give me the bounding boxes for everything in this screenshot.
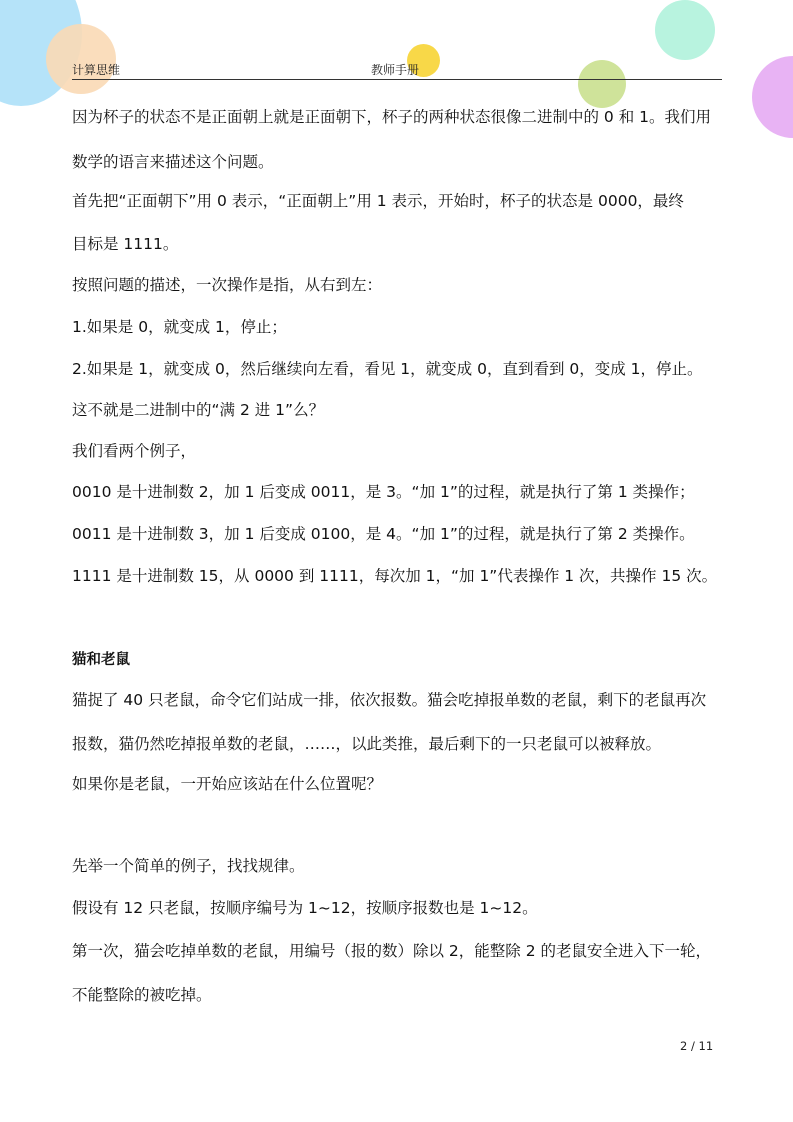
- body-line: 如果你是老鼠，一开始应该站在什么位置呢？: [72, 775, 383, 793]
- decor-circle-peach: [46, 24, 116, 94]
- body-line: 首先把“正面朝下”用 0 表示，“正面朝上”用 1 表示，开始时，杯子的状态是 0000，最终: [72, 192, 684, 210]
- header-divider: [72, 79, 722, 80]
- header-doc-title: 计算思维: [72, 63, 121, 77]
- body-line: 这不就是二进制中的“满 2 进 1”么？: [72, 401, 325, 419]
- body-line: 数学的语言来描述这个问题。: [72, 153, 274, 171]
- body-line: 第一次，猫会吃掉单数的老鼠，用编号（报的数）除以 2，能整除 2 的老鼠安全进入下一轮，: [72, 942, 712, 960]
- body-line: 按照问题的描述，一次操作是指，从右到左：: [72, 276, 383, 294]
- body-line: 目标是 1111。: [72, 235, 179, 253]
- body-line: 1.如果是 0，就变成 1，停止；: [72, 318, 287, 336]
- decor-circle-lilac: [752, 56, 793, 138]
- header-section-title: 教师手册: [371, 63, 420, 77]
- section-title: 猫和老鼠: [72, 652, 130, 668]
- body-line: 报数，猫仍然吃掉报单数的老鼠，……，以此类推，最后剩下的一只老鼠可以被释放。: [72, 735, 662, 753]
- body-line: 0011 是十进制数 3，加 1 后变成 0100，是 4。“加 1”的过程，就是执行了第 2 类操作。: [72, 525, 695, 543]
- decor-circle-mint: [655, 0, 715, 60]
- body-line: 先举一个简单的例子，找找规律。: [72, 857, 305, 875]
- decor-circle-green: [578, 60, 626, 108]
- body-line: 2.如果是 1，就变成 0，然后继续向左看，看见 1，就变成 0，直到看到 0，变成 1，停止。: [72, 360, 703, 378]
- body-line: 不能整除的被吃掉。: [72, 986, 212, 1004]
- body-line: 假设有 12 只老鼠，按顺序编号为 1~12，按顺序报数也是 1~12。: [72, 899, 538, 917]
- body-line: 因为杯子的状态不是正面朝上就是正面朝下，杯子的两种状态很像二进制中的 0 和 1。我们用: [72, 108, 712, 126]
- body-line: 我们看两个例子，: [72, 442, 197, 460]
- body-line: 1111 是十进制数 15，从 0000 到 1111，每次加 1，“加 1”代表操作 1 次，共操作 15 次。: [72, 567, 718, 585]
- body-line: 0010 是十进制数 2，加 1 后变成 0011，是 3。“加 1”的过程，就是执行了第 1 类操作；: [72, 483, 695, 501]
- page-number: 2 / 11: [680, 1039, 714, 1053]
- body-line: 猫捉了 40 只老鼠，命令它们站成一排，依次报数。猫会吃掉报单数的老鼠，剩下的老鼠再次: [72, 691, 707, 709]
